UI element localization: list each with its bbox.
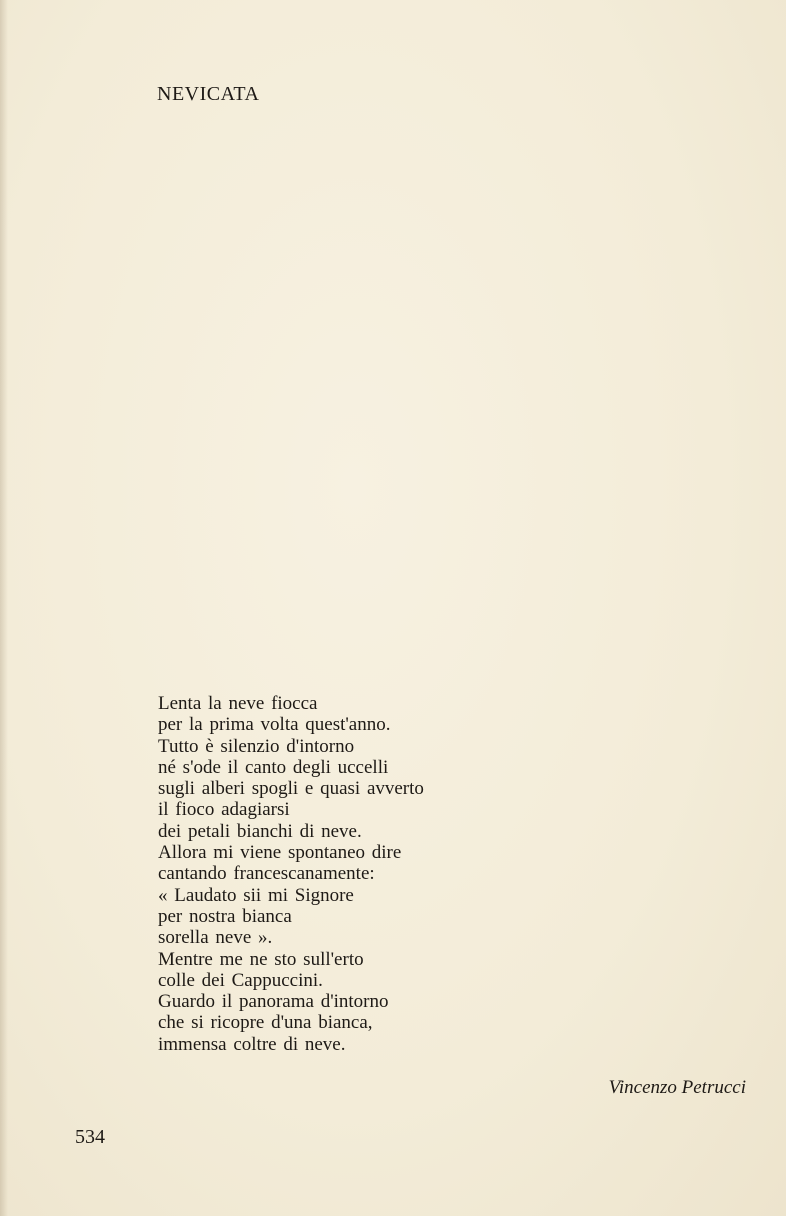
poem-line: sorella neve ».: [158, 927, 273, 949]
poem-line: per la prima volta quest'anno.: [158, 714, 391, 736]
page-number: 534: [75, 1126, 105, 1148]
poem-line: né s'ode il canto degli uccelli: [158, 756, 389, 778]
poem-line: per nostra bianca: [158, 905, 292, 927]
poem-title: NEVICATA: [157, 83, 260, 105]
poem-line: dei petali bianchi di neve.: [158, 820, 362, 842]
poem-line: colle dei Cappuccini.: [158, 969, 323, 991]
page-edge-shadow: [0, 0, 8, 1216]
poem-line: Allora mi viene spontaneo dire: [158, 842, 402, 864]
poem-line: « Laudato sii mi Signore: [158, 884, 354, 906]
poem-line: il fioco adagiarsi: [158, 799, 290, 821]
poem-line: sugli alberi spogli e quasi avverto: [158, 778, 424, 800]
poem-line: Mentre me ne sto sull'erto: [158, 948, 364, 970]
poem-line: Lenta la neve fiocca: [158, 693, 318, 714]
poem-line: Tutto è silenzio d'intorno: [158, 735, 355, 757]
poem-line: Guardo il panorama d'intorno: [158, 991, 389, 1013]
poem-body: [158, 693, 498, 1055]
author-signature: Vincenzo Petrucci: [608, 1077, 746, 1098]
poem-line: cantando francescanamente:: [158, 863, 375, 885]
poem-line: immensa coltre di neve.: [158, 1033, 346, 1055]
poem-line: che si ricopre d'una bianca,: [158, 1012, 373, 1034]
